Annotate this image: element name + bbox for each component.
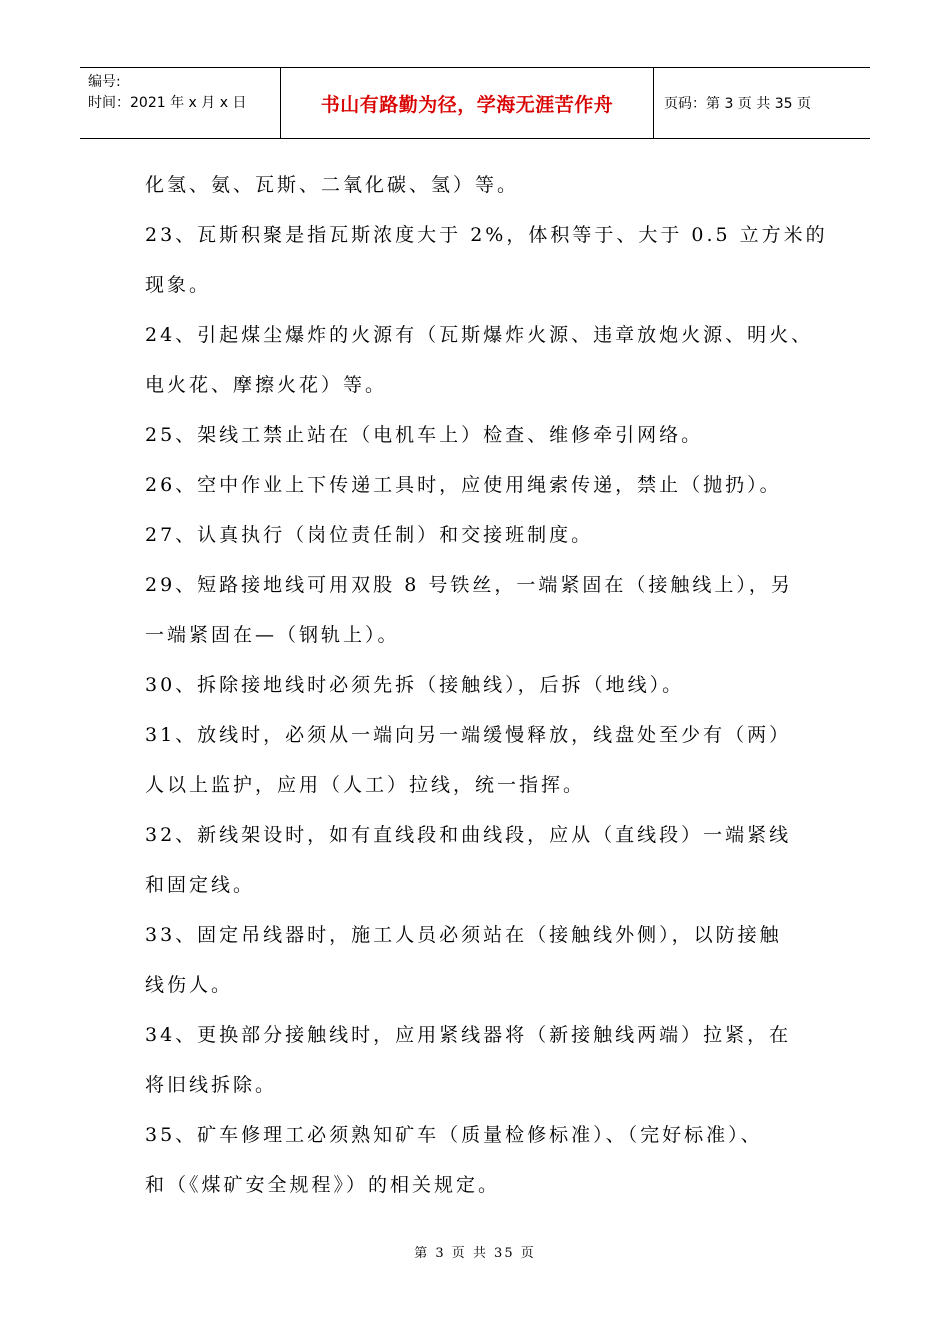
text-line: 29、短路接地线可用双股 8 号铁丝，一端紧固在（接触线上），另 (145, 574, 793, 596)
text-line: 32、新线架设时，如有直线段和曲线段，应从（直线段）一端紧线 (145, 824, 792, 846)
header-meta (80, 68, 280, 138)
number-label: 编号: (88, 74, 121, 90)
text-line: 23、瓦斯积聚是指瓦斯浓度大于 2%，体积等于、大于 0.5 立方米的 (145, 224, 828, 246)
page-footer: 第 3 页 共 35 页 (414, 1246, 536, 1261)
page-header (80, 67, 870, 139)
text-line: 30、拆除接地线时必须先拆（接触线），后拆（地线）。 (145, 674, 685, 696)
document-body (145, 160, 828, 1210)
text-line: 35、矿车修理工必须熟知矿车（质量检修标准）、（完好标准）、 (145, 1124, 763, 1146)
text-line: 一端紧固在—（钢轨上）。 (145, 624, 400, 646)
header-motto: 书山有路勤为径，学海无涯苦作舟 (280, 68, 654, 138)
text-line: 和固定线。 (145, 874, 256, 896)
time-label: 时间：2021 年 x 月 x 日 (88, 95, 247, 111)
text-line: 化氢、氨、瓦斯、二氧化碳、氢）等。 (145, 174, 520, 196)
text-line: 31、放线时，必须从一端向另一端缓慢释放，线盘处至少有（两） (145, 724, 792, 746)
text-line: 人以上监护，应用（人工）拉线，统一指挥。 (145, 774, 586, 796)
text-line: 24、引起煤尘爆炸的火源有（瓦斯爆炸火源、违章放炮火源、明火、 (145, 324, 814, 346)
text-line: 现象。 (145, 274, 212, 296)
header-page-info: 页码：第 3 页 共 35 页 (664, 96, 811, 112)
text-line: 26、空中作业上下传递工具时，应使用绳索传递，禁止（抛扔）。 (145, 474, 782, 496)
text-line: 将旧线拆除。 (145, 1074, 278, 1096)
text-line: 电火花、摩擦火花）等。 (145, 374, 388, 396)
text-line: 和（《煤矿安全规程》）的相关规定。 (145, 1174, 501, 1196)
text-line: 34、更换部分接触线时，应用紧线器将（新接触线两端）拉紧，在 (145, 1024, 792, 1046)
text-line: 25、架线工禁止站在（电机车上）检查、维修牵引网络。 (145, 424, 704, 446)
text-line: 线伤人。 (145, 974, 234, 996)
text-line: 33、固定吊线器时，施工人员必须站在（接触线外侧），以防接触 (145, 924, 782, 946)
text-line: 27、认真执行（岗位责任制）和交接班制度。 (145, 524, 594, 546)
